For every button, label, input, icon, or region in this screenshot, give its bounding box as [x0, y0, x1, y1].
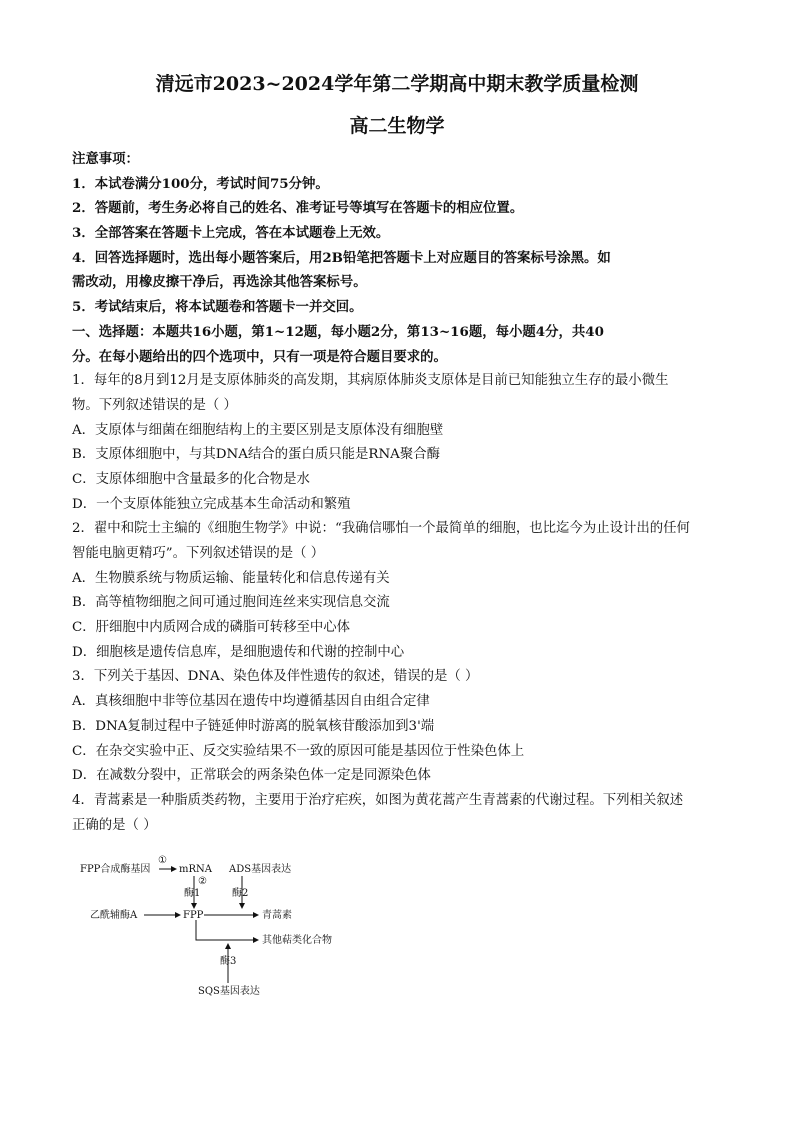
question-2-option-b: B．高等植物细胞之间可通过胞间连丝来实现信息交流: [72, 595, 390, 611]
question-3-option-d: D．在减数分裂中，正常联会的两条染色体一定是同源染色体: [72, 768, 431, 784]
mrna-label: mRNA: [179, 864, 212, 875]
section-heading: 一、选择题：本题共16小题，第1~12题，每小题2分，第13~16题，每小题4分，共40: [72, 323, 604, 340]
notice-item: 1．本试卷满分100分，考试时间75分钟。: [72, 175, 329, 192]
notice-item: 5．考试结束后，将本试题卷和答题卡一并交回。: [72, 299, 363, 316]
step-1-label: ①: [158, 855, 167, 866]
question-2-option-d: D．细胞核是遗传信息库，是细胞遗传和代谢的控制中心: [72, 644, 405, 660]
page-subtitle: 高二生物学: [349, 115, 445, 137]
notice-item: 4．回答选择题时，选出每小题答案后，用2B铅笔把答题卡上对应题目的答案标号涂黑。如: [72, 249, 611, 266]
exam-content: [72, 147, 722, 838]
question-4-stem: 4．青蒿素是一种脂质类药物，主要用于治疗疟疾，如图为黄花蒿产生青蒿素的代谢过程。下列相关叙述: [72, 792, 684, 808]
page-title: 清远市2023~2024学年第二学期高中期末教学质量检测: [155, 73, 639, 95]
question-3-option-c: C．在杂交实验中正、反交实验结果不一致的原因可能是基因位于性染色体上: [72, 743, 525, 759]
other-terpenoids-label: 其他萜类化合物: [262, 935, 332, 946]
notice-item: 2．答题前，考生务必将自己的姓名、准考证号等填写在答题卡的相应位置。: [72, 200, 524, 217]
notice-heading: 注意事项：: [72, 151, 139, 167]
fpp-label: FPP: [183, 910, 204, 921]
artemisinin-pathway-diagram: [72, 848, 372, 998]
section-heading: 分。在每小题给出的四个选项中，只有一项是符合题目要求的。: [72, 348, 447, 365]
fpp-gene-label: FPP合成酶基因: [80, 864, 151, 875]
question-1-option-b: B．支原体细胞中，与其DNA结合的蛋白质只能是RNA聚合酶: [72, 447, 441, 463]
notice-item: 3．全部答案在答题卡上完成，答在本试题卷上无效。: [72, 225, 390, 242]
question-2-option-a: A．生物膜系统与物质运输、能量转化和信息传递有关: [72, 570, 390, 586]
question-1-stem: 1．每年的8月到12月是支原体肺炎的高发期，其病原体肺炎支原体是目前已知能独立生存的最小微生: [72, 373, 669, 389]
notice-item: 需改动，用橡皮擦干净后，再选涂其他答案标号。: [72, 274, 367, 291]
enzyme-3-label: 酶3: [220, 956, 237, 967]
artemisinin-label: 青蒿素: [262, 910, 292, 921]
question-3-option-b: B．DNA复制过程中子链延伸时游离的脱氧核苷酸添加到3'端: [72, 718, 435, 734]
question-1-option-d: D．一个支原体能独立完成基本生命活动和繁殖: [72, 496, 351, 512]
question-2-stem: 2．翟中和院士主编的《细胞生物学》中说：“我确信哪怕一个最简单的细胞，也比迄今为止设计出的任何: [72, 521, 690, 537]
sqs-label: SQS基因表达: [198, 986, 260, 997]
question-3-stem: 3．下列关于基因、DNA、染色体及伴性遗传的叙述，错误的是（ ）: [72, 669, 479, 685]
enzyme-1-label: 酶1: [184, 888, 201, 899]
enzyme-2-label: 酶2: [232, 888, 249, 899]
question-1-option-c: C．支原体细胞中含量最多的化合物是水: [72, 471, 310, 487]
question-2-option-c: C．肝细胞中内质网合成的磷脂可转移至中心体: [72, 620, 351, 636]
step-2-label: ②: [198, 876, 207, 887]
question-4-stem: 正确的是（ ）: [72, 817, 157, 833]
acetyl-coa-label: 乙酰辅酶A: [90, 910, 138, 921]
arrow-fpp-to-terpenoids: [196, 920, 258, 940]
question-2-stem: 智能电脑更精巧”。下列叙述错误的是（ ）: [72, 546, 325, 561]
ads-label: ADS基因表达: [229, 864, 292, 875]
question-3-option-a: A．真核细胞中非等位基因在遗传中均遵循基因自由组合定律: [72, 694, 430, 710]
question-1-stem: 物。下列叙述错误的是（ ）: [72, 397, 237, 413]
question-1-option-a: A．支原体与细菌在细胞结构上的主要区别是支原体没有细胞壁: [72, 422, 444, 438]
